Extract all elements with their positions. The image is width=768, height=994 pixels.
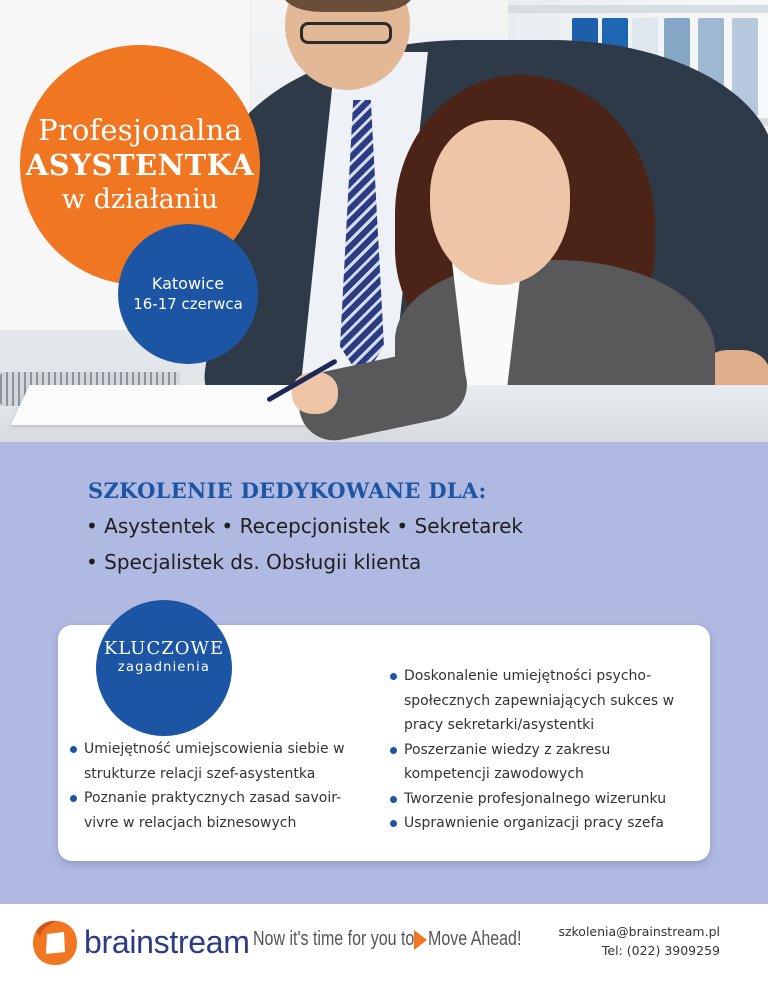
topics-badge bbox=[96, 600, 232, 736]
event-circle bbox=[118, 224, 258, 364]
contact-info bbox=[558, 922, 720, 960]
event-city: Katowice bbox=[151, 273, 225, 293]
title-line-1: Profesjonalna bbox=[38, 113, 242, 148]
topics-badge-title: KLUCZOWE bbox=[103, 638, 225, 659]
topic-item: Tworzenie profesjonalnego wizerunku bbox=[390, 787, 700, 812]
brand-name: brainstream bbox=[84, 924, 250, 960]
topics-list-left bbox=[70, 737, 370, 835]
contact-email[interactable]: szkolenia@brainstream.pl bbox=[558, 924, 720, 939]
arrow-right-icon bbox=[414, 930, 427, 950]
tagline-part-1: Now it's time for you to bbox=[253, 928, 415, 950]
tagline-part-2: Move Ahead! bbox=[428, 928, 522, 950]
brainstream-logo-icon bbox=[30, 918, 80, 968]
tagline bbox=[253, 928, 528, 951]
topic-item: Poszerzanie wiedzy z zakresu kompetencji zawodowych bbox=[390, 738, 700, 787]
audience-line-2: • Specjalistek ds. Obsługii klienta bbox=[86, 550, 422, 574]
title-line-2: ASYSTENTKA bbox=[25, 148, 255, 183]
topic-item: Poznanie praktycznych zasad savoir-vivre w relacjach biznesowych bbox=[70, 786, 370, 835]
topics-badge-subtitle: zagadnienia bbox=[117, 659, 211, 675]
topics-list-right bbox=[390, 664, 700, 836]
title-line-3: w działaniu bbox=[61, 183, 219, 215]
contact-phone: Tel: (022) 3909259 bbox=[601, 943, 720, 958]
audience-line-1: • Asystentek • Recepcjonistek • Sekretarek bbox=[86, 514, 523, 538]
topic-item: Umiejętność umiejscowienia siebie w strukturze relacji szef-asystentka bbox=[70, 737, 370, 786]
topic-item: Usprawnienie organizacji pracy szefa bbox=[390, 811, 700, 836]
event-dates: 16-17 czerwca bbox=[133, 294, 243, 313]
topic-item: Doskonalenie umiejętności psycho-społecznych zapewniających sukces w pracy sekretarki/asystentki bbox=[390, 664, 700, 738]
audience-heading: SZKOLENIE DEDYKOWANE DLA: bbox=[88, 478, 487, 503]
